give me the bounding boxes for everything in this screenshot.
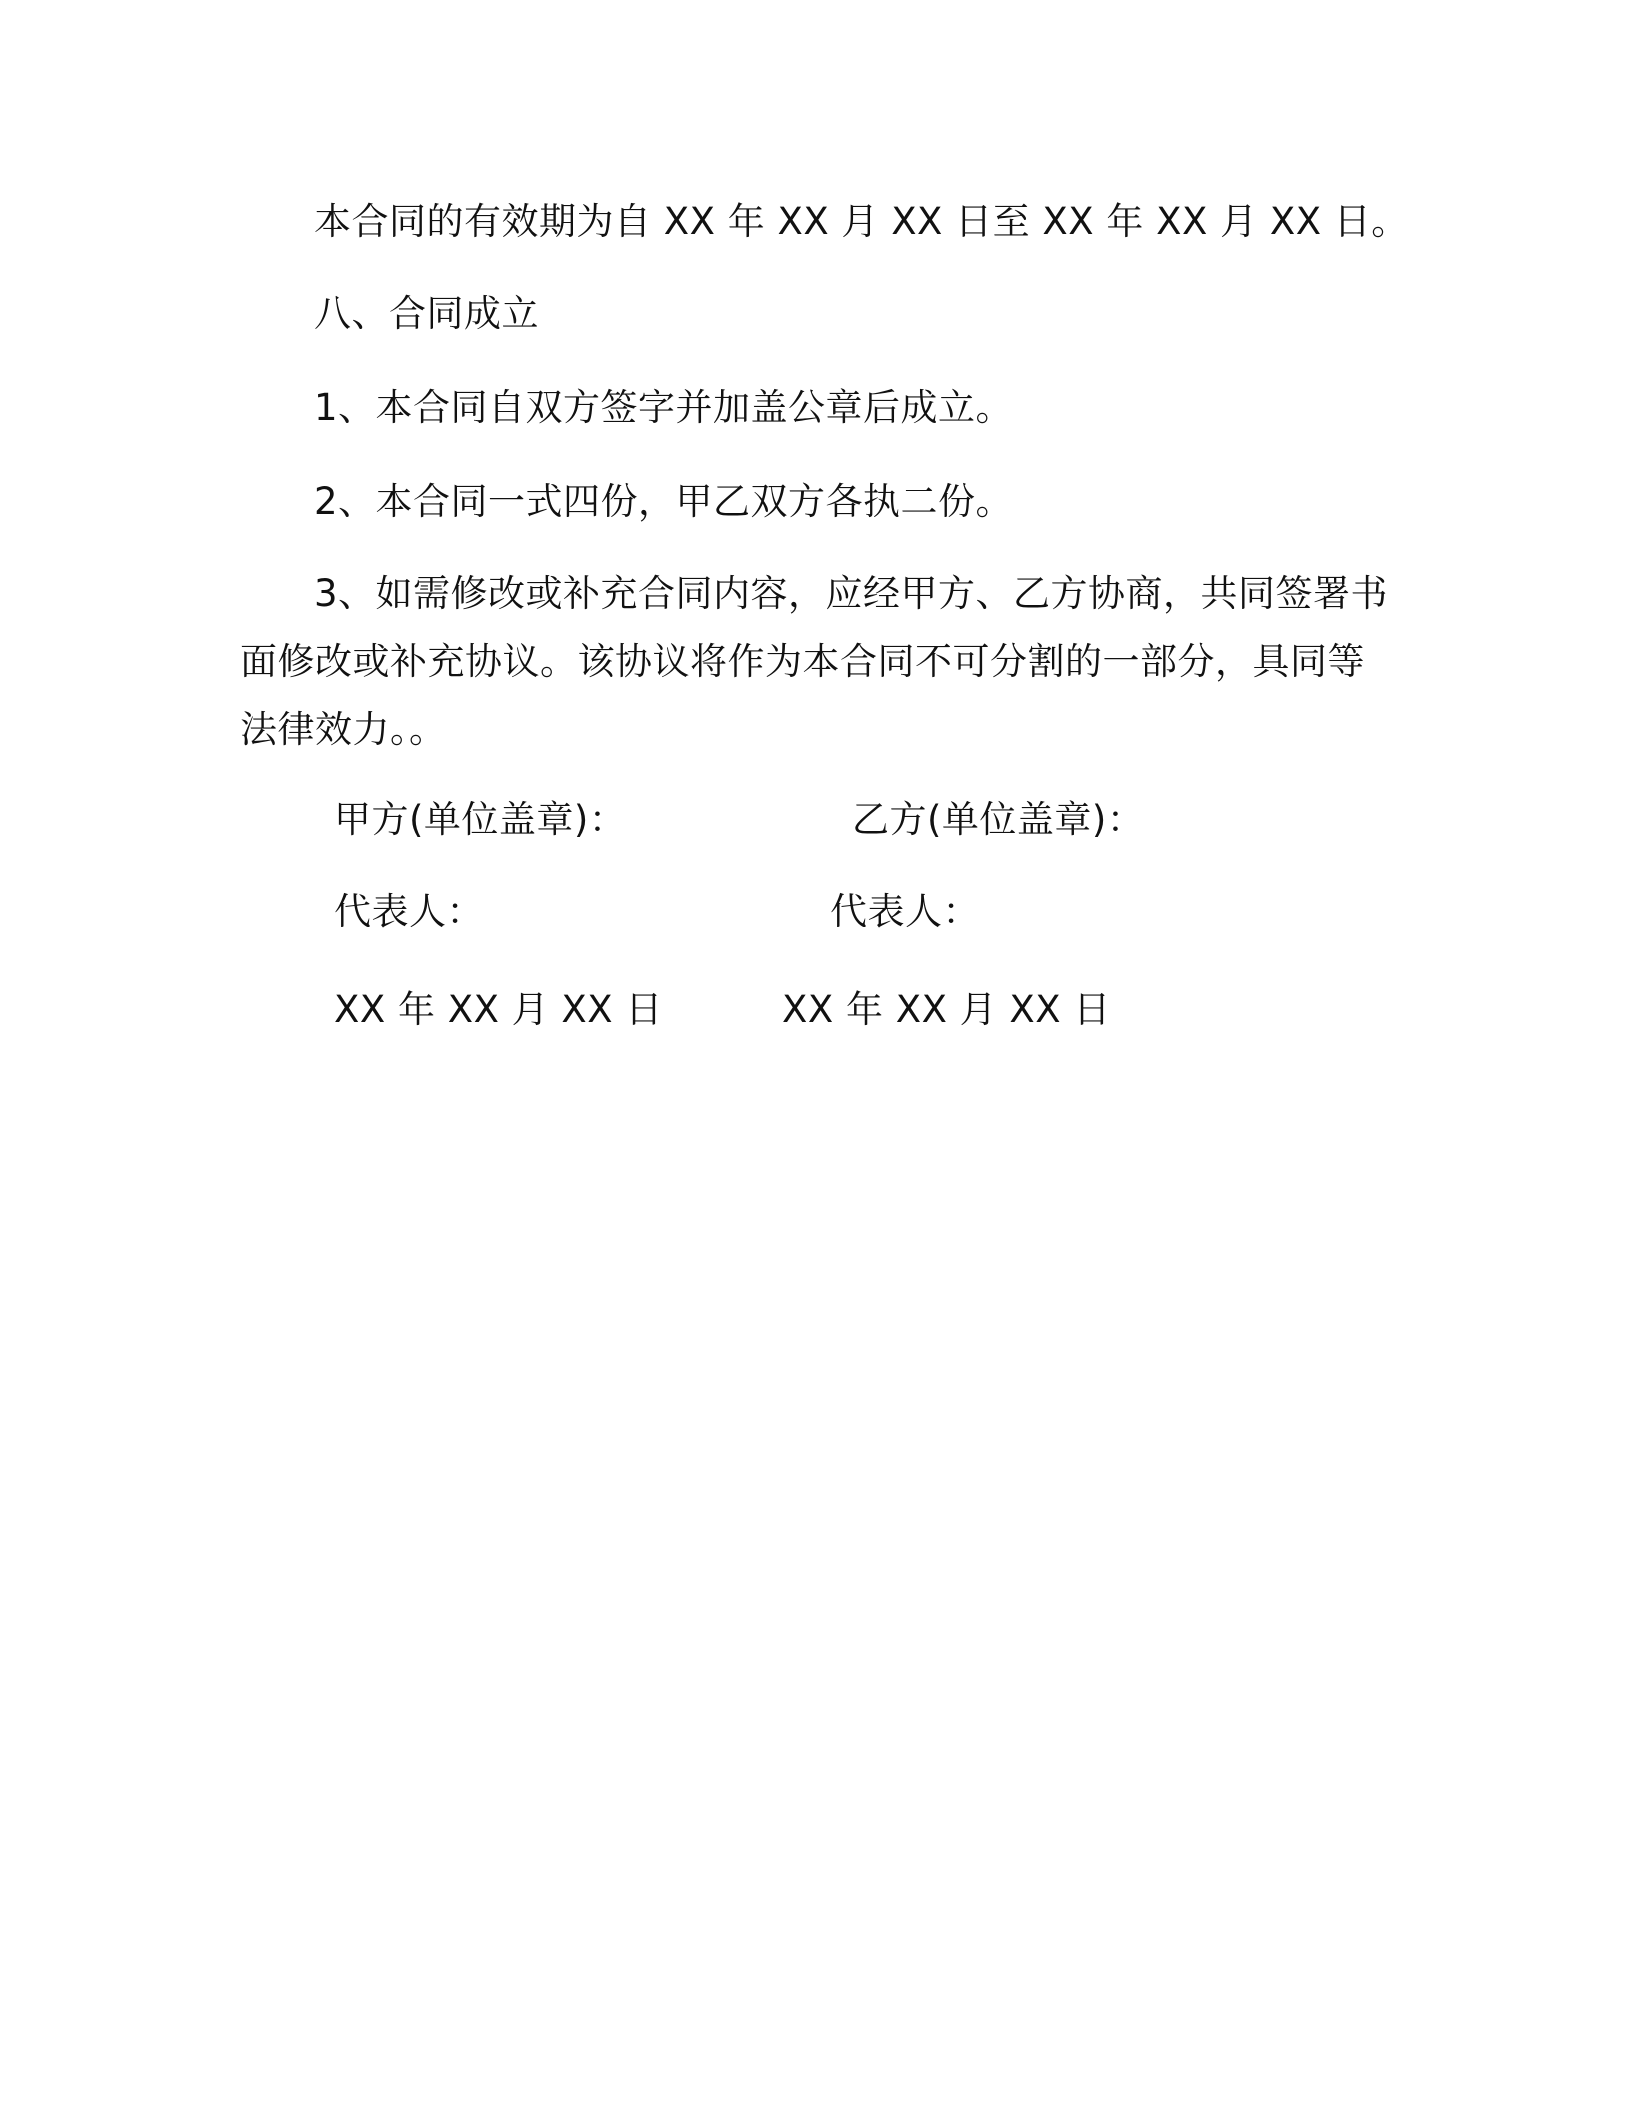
party-b-date: XX 年 XX 月 XX 日 [782,988,1111,1031]
party-b-representative-label: 代表人： [830,890,980,933]
clause-1: 1、本合同自双方签字并加盖公章后成立。 [314,386,1014,429]
party-a-date: XX 年 XX 月 XX 日 [334,988,663,1031]
party-b-seal-label: 乙方(单位盖章)： [852,798,1145,841]
section-heading: 八、合同成立 [314,292,539,335]
party-a-seal-label: 甲方(单位盖章)： [334,798,627,841]
validity-period-text: 本合同的有效期为自 XX 年 XX 月 XX 日至 XX 年 XX 月 XX 日。 [314,200,1409,243]
clause-2: 2、本合同一式四份，甲乙双方各执二份。 [314,480,1014,523]
party-a-representative-label: 代表人： [334,890,484,933]
clause-3: 3、如需修改或补充合同内容，应经甲方、乙方协商，共同签署书面修改或补充协议。该协议将作为本合同不可分割的一部分，具同等法律效力。。 [240,572,1389,751]
